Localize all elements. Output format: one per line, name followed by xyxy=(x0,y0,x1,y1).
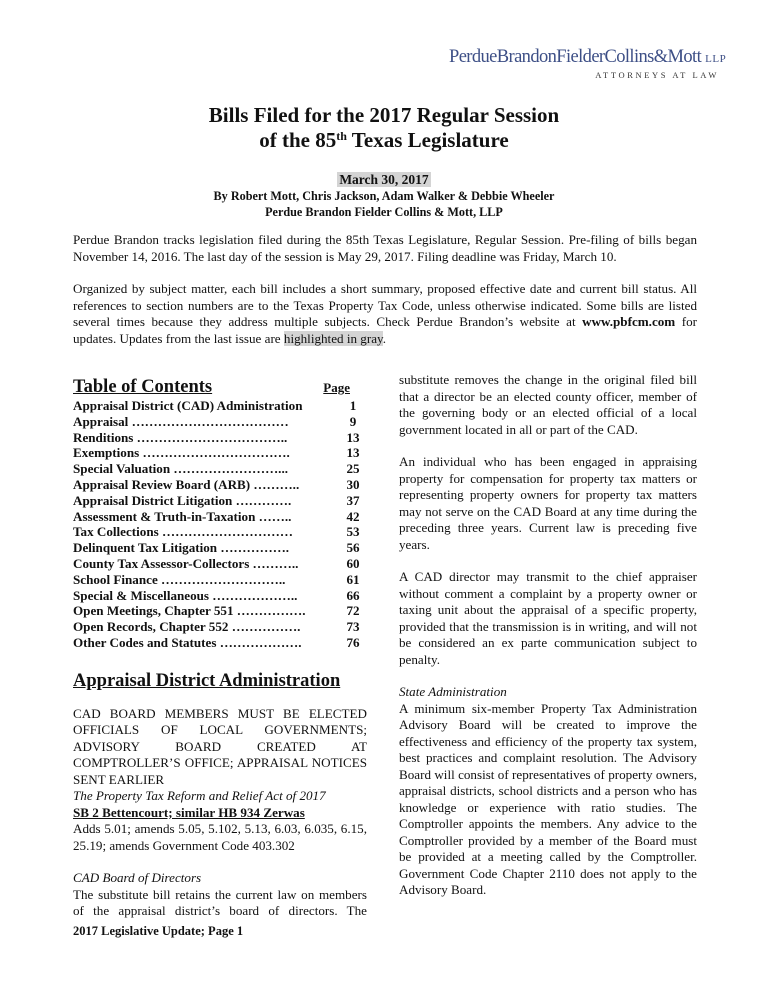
toc-item[interactable]: Appraisal ……………………………… 9 xyxy=(73,413,357,429)
cad-board-text-left: The substitute bill retains the current law on members of the appraisal district’s board of directors. The xyxy=(73,886,367,919)
subsection-heading-cad-board: CAD Board of Directors xyxy=(73,870,202,886)
title-line-1: Bills Filed for the 2017 Regular Session xyxy=(208,103,560,127)
document-date: March 30, 2017 xyxy=(339,172,429,187)
act-name: The Property Tax Reform and Relief Act of 2017 xyxy=(73,788,326,804)
section-caps-summary: CAD BOARD MEMBERS MUST BE ELECTED OFFICIALS OF LOCAL GOVERNMENTS; ADVISORY BOARD CREATED AT COMPTROLLER’S OFFICE; APPRAISAL NOTICES SENT EARLIER xyxy=(73,705,367,787)
firm-logo xyxy=(449,47,727,80)
cad-board-text-right: substitute removes the change in the original filed bill that a director be an elected county officer, member of the governing body or an elected official of a local government located in all or part of the CAD. xyxy=(399,372,697,437)
toc-item[interactable]: County Tax Assessor-Collectors ……….. 60 xyxy=(73,555,360,571)
toc-item[interactable]: Special Valuation ……………………... 25 xyxy=(73,461,360,477)
intro-paragraph-2: Organized by subject matter, each bill includes a short summary, proposed effective date and current bill status. All references to section numbers are to the Texas Property Tax Code, unless otherwise indicated. Some bills are listed several times because they address multiple subjects. Check Perdue Brandon’s website at www.pbfcm.com for updates. Updates from the last issue are highlighted in gray. xyxy=(73,281,698,346)
section-heading: Appraisal District Administration xyxy=(73,670,341,691)
toc-item[interactable]: Special & Miscellaneous ……………….. 66 xyxy=(73,587,360,603)
toc-list xyxy=(73,398,367,651)
logo-firm-name: PerdueBrandonFielderCollins&Mott LLP xyxy=(449,47,727,67)
toc-item[interactable]: Appraisal District (CAD) Administration 1 xyxy=(73,398,357,413)
right-column xyxy=(399,372,697,899)
toc-item[interactable]: Appraisal Review Board (ARB) ……….. 30 xyxy=(73,476,360,492)
state-admin-text: A minimum six-member Property Tax Administration Advisory Board will be created to improve the effectiveness and efficiency of the property tax system, best practices and complaint resolution. The Advisory Board will consist of representatives of property owners, appraisal districts, school districts and a person who has knowledge or experience with ratio studies. The Comptroller appoints the members. Any advice to the Comptroller provided by a member of the Board must be provided at a meeting called by the Comptroller. Government Code Chapter 2110 does not apply to the Advisory Board. xyxy=(399,700,697,897)
intro-paragraph-1: Perdue Brandon tracks legislation filed during the 85th Texas Legislature, Regular Session. Pre-filing of bills began November 14, 2016. The last day of the session is May 29, 2017. Filing deadline was Friday, March 10. xyxy=(73,232,697,264)
gray-highlight-sample: highlighted in gray xyxy=(283,330,383,346)
logo-tagline: ATTORNEYS AT LAW xyxy=(595,70,719,80)
toc-item[interactable]: Assessment & Truth-in-Taxation …….. 42 xyxy=(73,508,360,524)
website-link[interactable]: www.pbfcm.com xyxy=(582,314,676,330)
toc-page-header: Page xyxy=(323,380,350,395)
intro-text xyxy=(73,232,697,364)
toc-item[interactable]: School Finance ……………………….. 61 xyxy=(73,571,360,587)
toc-item[interactable]: Open Records, Chapter 552 ……………. 73 xyxy=(73,619,360,635)
bill-reference: SB 2 Bettencourt; similar HB 934 Zerwas xyxy=(73,804,305,820)
toc-item[interactable]: Tax Collections ………………………… 53 xyxy=(73,524,360,540)
paragraph-director-transmit: A CAD director may transmit to the chief appraiser without comment a complaint by a property owner or taxing unit about the appraisal of a specific property, provided that the transmission is in writing, and will not be considered an ex parte communication subject to penalty. xyxy=(399,569,697,667)
document-title xyxy=(0,103,768,153)
left-column xyxy=(73,376,367,920)
paragraph-conflict-of-interest: An individual who has been engaged in appraising property for compensation for property tax matters or representing property owners for property tax matters may not serve on the CAD Board at any time during the preceding three years. Current law is preceding five years. xyxy=(399,454,697,552)
authors-block xyxy=(0,188,768,220)
toc-header xyxy=(73,376,367,398)
subsection-heading-state-admin: State Administration xyxy=(399,684,507,699)
firm-line: Perdue Brandon Fielder Collins & Mott, LLP xyxy=(265,205,503,219)
toc-item[interactable]: Other Codes and Statutes ………………. 76 xyxy=(73,634,360,650)
page-footer: 2017 Legislative Update; Page 1 xyxy=(73,924,244,938)
title-line-2: of the 85th Texas Legislature xyxy=(259,128,509,152)
toc-item[interactable]: Exemptions ……………………………. 13 xyxy=(73,445,360,461)
toc-title: Table of Contents xyxy=(73,377,213,397)
toc-item[interactable]: Delinquent Tax Litigation ……………. 56 xyxy=(73,540,360,556)
toc-item[interactable]: Open Meetings, Chapter 551 ……………. 72 xyxy=(73,603,360,619)
toc-item[interactable]: Renditions …………………………….. 13 xyxy=(73,429,360,445)
amends-text: Adds 5.01; amends 5.05, 5.102, 5.13, 6.03, 6.035, 6.15, 25.19; amends Government Code 403.302 xyxy=(73,821,367,853)
authors-line: By Robert Mott, Chris Jackson, Adam Walker & Debbie Wheeler xyxy=(213,189,555,203)
toc-item[interactable]: Appraisal District Litigation …………. 37 xyxy=(73,492,360,508)
